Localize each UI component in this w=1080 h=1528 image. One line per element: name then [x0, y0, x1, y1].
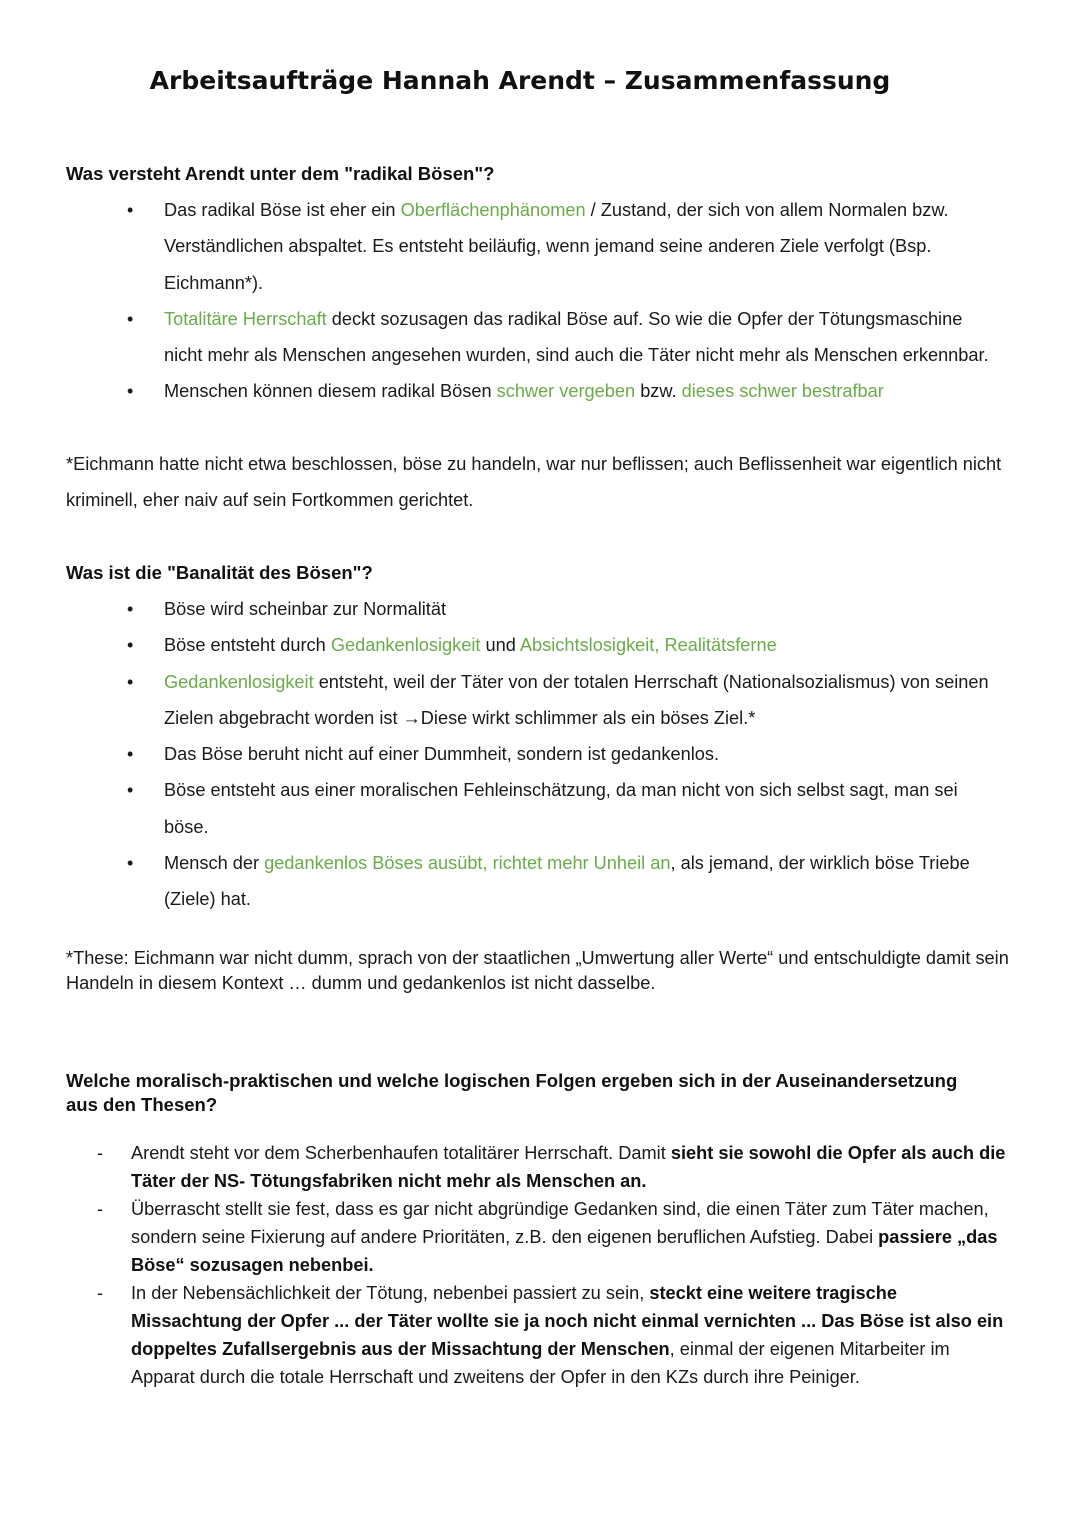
- list-item: • Gedankenlosigkeit entsteht, weil der Täter von der totalen Herrschaft (Nationalsozialismus) von seinen Zielen abgebracht worden ist →Diese wirkt schlimmer als ein böses Ziel.*: [0, 664, 1004, 737]
- highlight-text: Gedankenlosigkeit: [330, 635, 481, 656]
- bold-text: steckt eine weitere tragische Missachtung der Opfer ... der Täter wollte sie ja noch nicht einmal vernichten ... Das Böse ist also ein doppeltes Zufallsergebnis aus der Missachtung der Menschen: [131, 1283, 1004, 1359]
- page-title: Arbeitsaufträge Hannah Arendt – Zusammenfassung: [149, 66, 891, 95]
- list-item: • Das Böse beruht nicht auf einer Dummheit, sondern ist gedankenlos.: [0, 736, 1004, 772]
- highlight-text: dieses schwer bestrafbar: [681, 381, 884, 402]
- bullet-list-banality: [0, 591, 1004, 918]
- highlight-text: Absichtslosigkeit, Realitätsferne: [519, 635, 777, 656]
- list-item: - Überrascht stellt sie fest, dass es gar nicht abgründige Gedanken sind, die einen Täter zum Täter machen, sondern seine Fixierung auf andere Prioritäten, z.B. den eigenen beruflichen Aufstieg. Dabei passiere „das Böse“ sozusagen nebenbei.: [0, 1195, 1006, 1279]
- list-item: • Böse entsteht durch Gedankenlosigkeit und Absichtslosigkeit, Realitätsferne: [0, 627, 1004, 663]
- section-heading-consequences: Welche moralisch-praktischen und welche logischen Folgen ergeben sich in der Auseinandersetzung aus den Thesen?: [66, 1070, 958, 1115]
- list-item: • Das radikal Böse ist eher ein Oberflächenphänomen / Zustand, der sich von allem Normalen bzw. Verständlichen abspaltet. Es entsteht beiläufig, wenn jemand seine anderen Ziele verfolgt (Bsp. Eichmann*).: [0, 192, 1004, 301]
- list-item: • Böse entsteht aus einer moralischen Fehleinschätzung, da man nicht von sich selbst sagt, man sei böse.: [0, 772, 1004, 845]
- list-item: - In der Nebensächlichkeit der Tötung, nebenbei passiert zu sein, steckt eine weitere tragische Missachtung der Opfer ... der Täter wollte sie ja noch nicht einmal vernichten ... Das Böse ist also ein doppeltes Zufallsergebnis aus der Missachtung der Menschen, einmal der eigenen Mitarbeiter im Apparat durch die totale Herrschaft und zweitens der Opfer in den KZs durch ihre Peiniger.: [0, 1279, 1006, 1391]
- list-item: - Arendt steht vor dem Scherbenhaufen totalitärer Herrschaft. Damit sieht sie sowohl die Opfer als auch die Täter der NS- Tötungsfabriken nicht mehr als Menschen an.: [0, 1139, 1006, 1195]
- dash-list-consequences: [0, 1139, 1006, 1391]
- highlight-text: Oberflächenphänomen: [400, 200, 586, 220]
- highlight-text: Gedankenlosigkeit: [164, 671, 314, 692]
- list-item: • Totalitäre Herrschaft deckt sozusagen das radikal Böse auf. So wie die Opfer der Tötungsmaschine nicht mehr als Menschen angesehen wurden, sind auch die Täter nicht mehr als Menschen erkennbar.: [0, 301, 1004, 374]
- bold-text: sieht sie sowohl die Opfer als auch die Täter der NS- Tötungsfabriken nicht mehr als Menschen an.: [131, 1143, 1006, 1191]
- section-heading-radical-evil: Was versteht Arendt unter dem "radikal Bösen"?: [66, 163, 495, 184]
- highlight-text: Totalitäre Herrschaft: [164, 308, 327, 329]
- section-heading-banality: Was ist die "Banalität des Bösen"?: [66, 562, 373, 583]
- highlight-text: gedankenlos Böses ausübt, richtet mehr Unheil an: [264, 853, 671, 874]
- list-item: • Böse wird scheinbar zur Normalität: [0, 591, 1004, 627]
- footnote-thesis: *These: Eichmann war nicht dumm, sprach von der staatlichen „Umwertung aller Werte“ und entschuldigte damit sein Handeln in diesem Kontext … dumm und gedankenlos ist nicht dasselbe.: [66, 948, 1009, 993]
- arrow-right-icon: →: [402, 707, 421, 728]
- bullet-list-radical-evil: [0, 192, 1004, 410]
- footnote-eichmann: *Eichmann hatte nicht etwa beschlossen, böse zu handeln, war nur beflissen; auch Beflissenheit war eigentlich nicht kriminell, eher naiv auf sein Fortkommen gerichtet.: [66, 454, 1002, 511]
- highlight-text: schwer vergeben: [496, 381, 636, 402]
- list-item: • Menschen können diesem radikal Bösen schwer vergeben bzw. dieses schwer bestrafbar: [0, 373, 1004, 409]
- list-item: • Mensch der gedankenlos Böses ausübt, richtet mehr Unheil an, als jemand, der wirklich böse Triebe (Ziele) hat.: [0, 845, 1004, 918]
- bold-text: passiere „das Böse“ sozusagen nebenbei.: [131, 1227, 998, 1275]
